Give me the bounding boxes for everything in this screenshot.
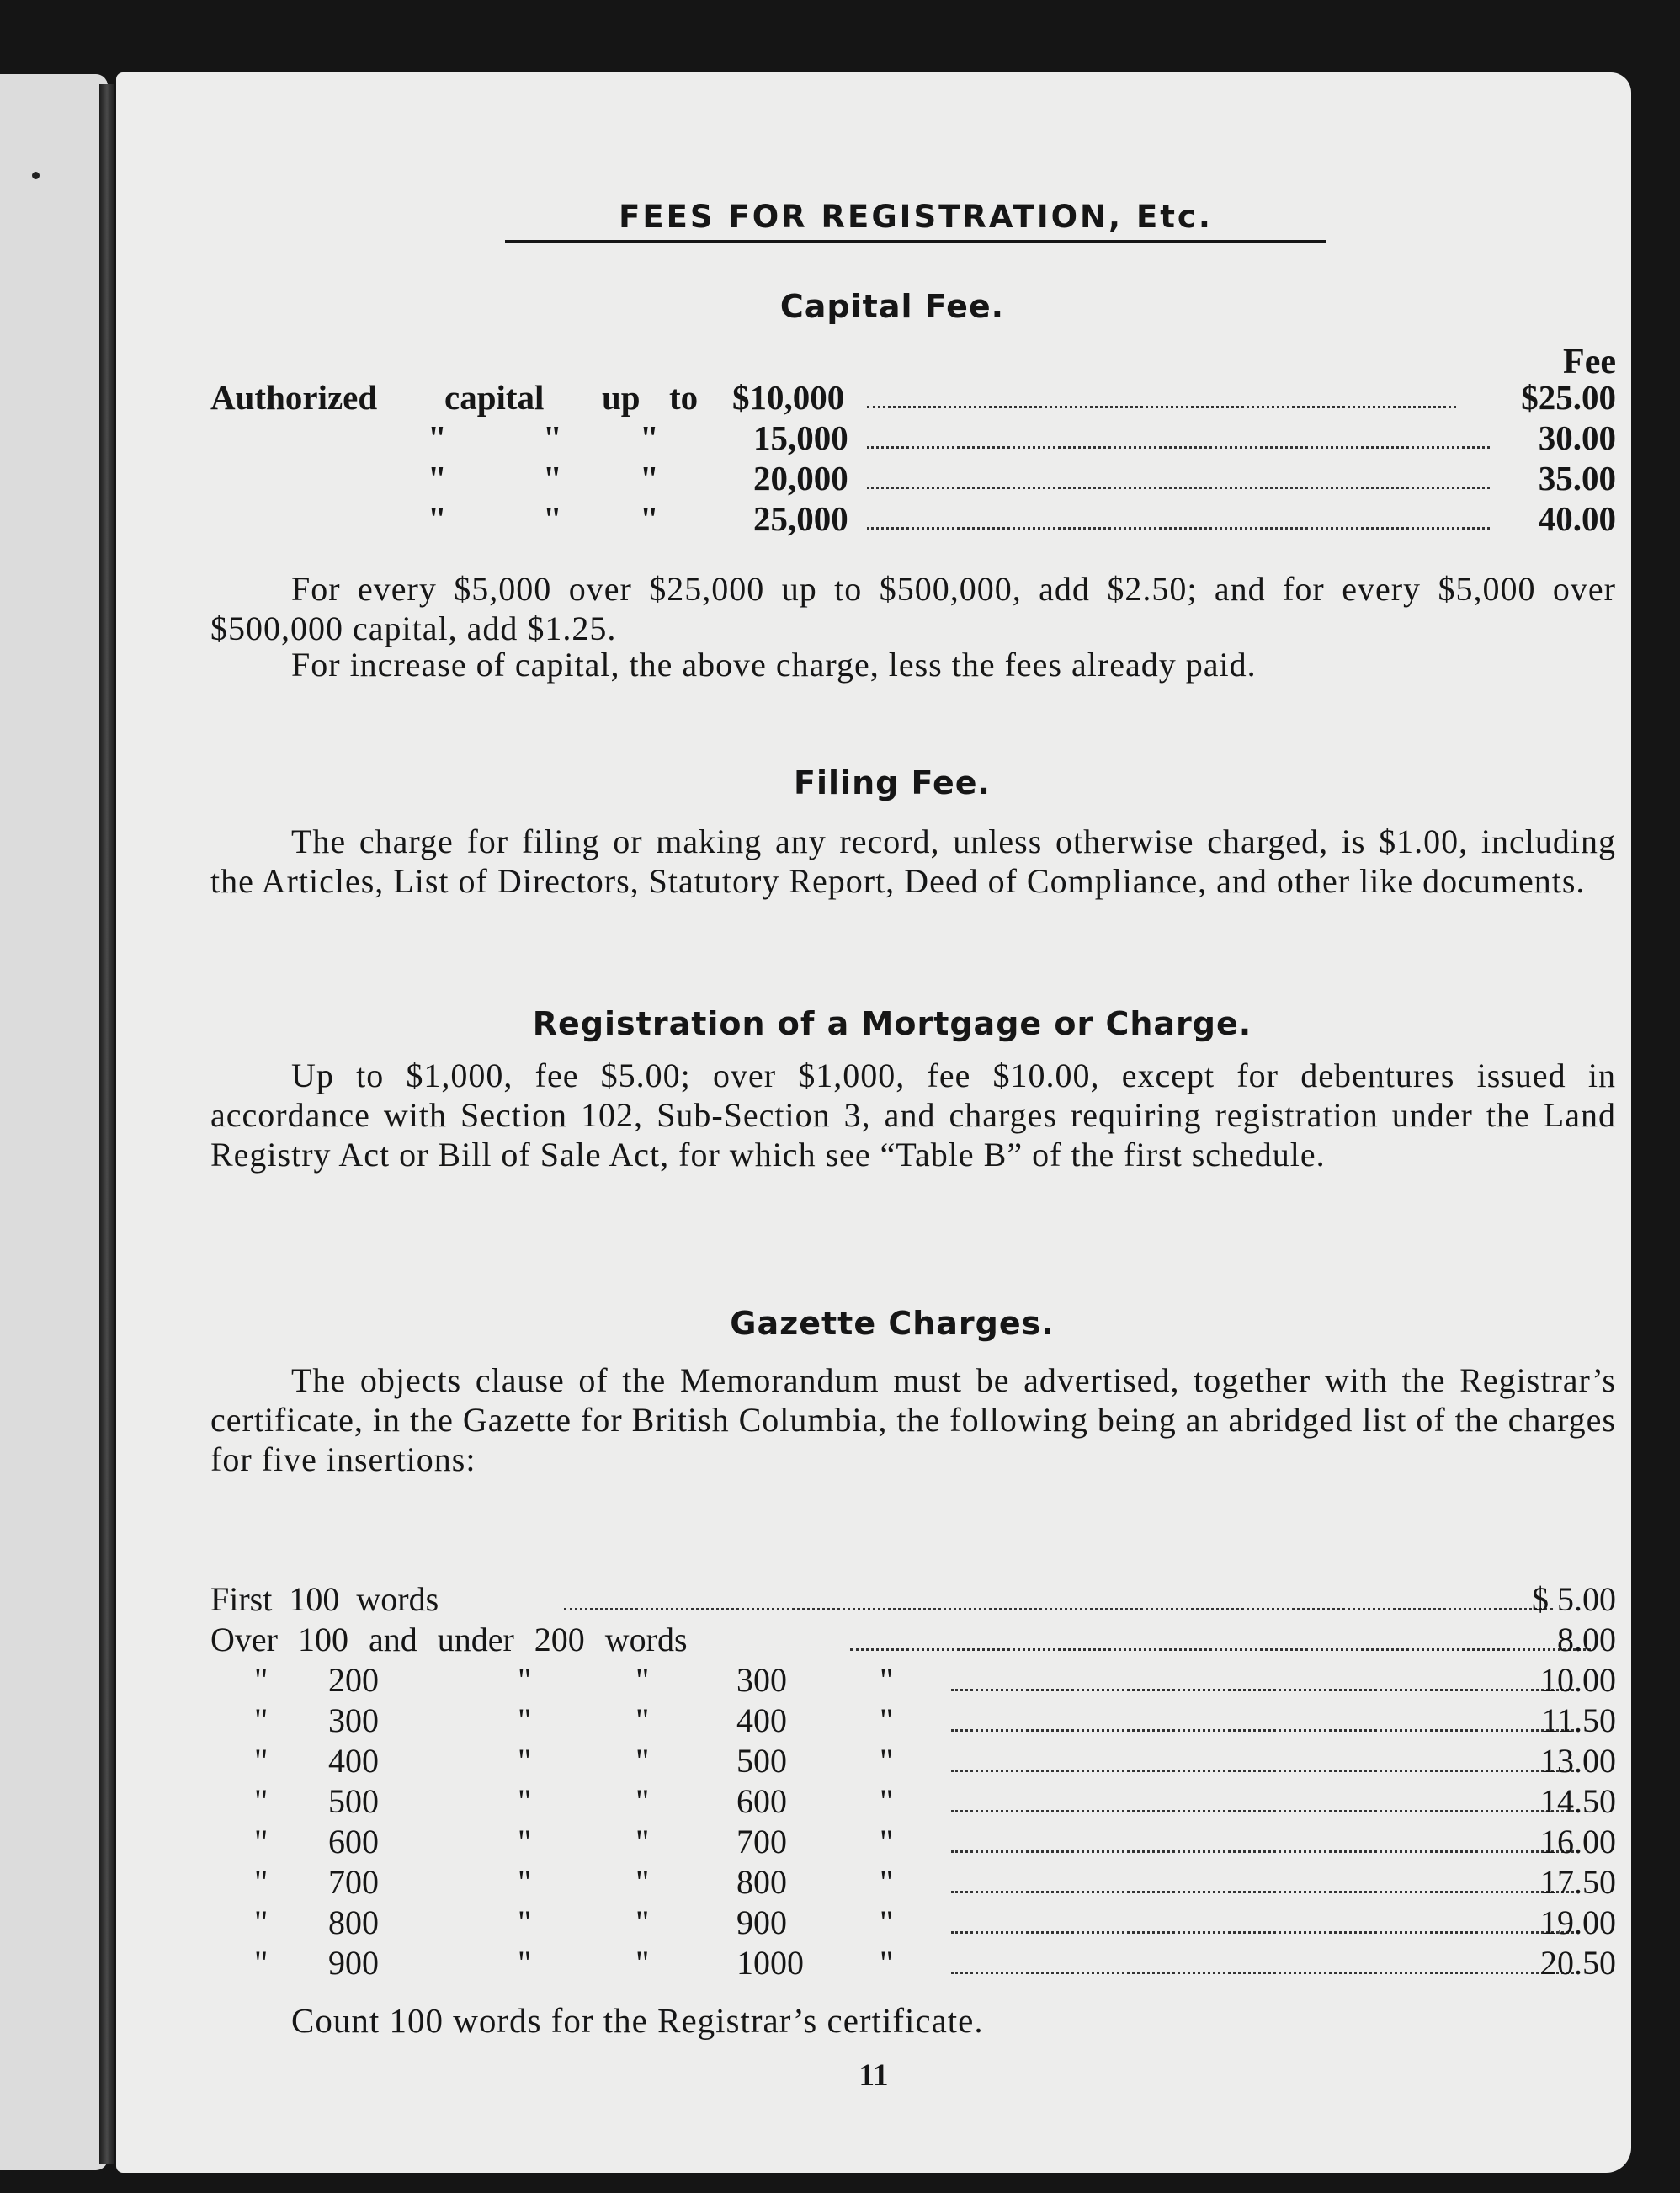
capital-row-c3: " — [543, 418, 562, 457]
capital-row-amount: 25,000 — [753, 499, 848, 538]
capital-row-fee: 35.00 — [1538, 459, 1616, 498]
capital-row-amount: $10,000 — [732, 378, 845, 417]
capital-row-amount: 15,000 — [753, 418, 848, 457]
page-number: 11 — [859, 2058, 889, 2093]
gazette-row-to: 900 — [736, 1903, 787, 1941]
gazette-row — [210, 1822, 1616, 1862]
capital-row-c2: " — [428, 499, 447, 538]
gazette-row-q4: " — [880, 1863, 894, 1901]
dot-leader — [951, 1689, 1574, 1691]
capital-row-c3: " — [543, 459, 562, 498]
dot-leader — [951, 1891, 1574, 1893]
gazette-row-to: 600 — [736, 1782, 787, 1820]
gazette-row-q3: " — [635, 1661, 650, 1699]
gazette-row-fee: 17.50 — [1540, 1863, 1616, 1901]
gazette-row-q1: " — [254, 1661, 268, 1699]
dot-leader — [867, 527, 1490, 530]
gazette-row-fee: 10.00 — [1540, 1661, 1616, 1699]
dot-leader — [867, 406, 1456, 408]
capital-row-c4: " — [640, 499, 659, 538]
gazette-row-q3: " — [635, 1903, 650, 1941]
capital-paragraph: For every $5,000 over $25,000 up to $500,000, add $2.50; and for every $5,000 over $500,000 capital, add $1.25. — [210, 570, 1616, 647]
gazette-row-q4: " — [880, 1944, 894, 1982]
gazette-row-from: 900 — [328, 1944, 379, 1982]
gazette-row-label: First 100 words — [210, 1580, 439, 1618]
gazette-row-q3: " — [635, 1701, 650, 1739]
gazette-row-from: 700 — [328, 1863, 379, 1901]
gazette-row — [210, 1741, 1616, 1781]
gazette-row-q3: " — [635, 1823, 650, 1860]
dot-leader — [850, 1648, 1591, 1651]
gazette-row-fee: 20.50 — [1540, 1944, 1616, 1982]
capital-row — [210, 418, 1616, 458]
gazette-row-to: 1000 — [736, 1944, 804, 1982]
gazette-row — [210, 1862, 1616, 1903]
gazette-row-q4: " — [880, 1823, 894, 1860]
gazette-row-q1: " — [254, 1823, 268, 1860]
capital-row-fee: 40.00 — [1538, 499, 1616, 538]
gazette-row-q4: " — [880, 1782, 894, 1820]
gazette-row — [210, 1781, 1616, 1822]
capital-row-c4: " — [640, 418, 659, 457]
gazette-row-q2: " — [518, 1742, 532, 1780]
capital-row-c2: capital — [444, 378, 545, 417]
gazette-row-to: 400 — [736, 1701, 787, 1739]
document-page — [116, 72, 1631, 2173]
dot-leader — [951, 1972, 1574, 1974]
page-title: FEES FOR REGISTRATION, Etc. — [505, 199, 1326, 243]
gazette-row-to: 300 — [736, 1661, 787, 1699]
capital-fee-heading: Capital Fee. — [779, 288, 1005, 325]
gazette-heading: Gazette Charges. — [730, 1305, 1055, 1342]
capital-increase-paragraph: For increase of capital, the above charge, less the fees already paid. — [291, 646, 1257, 684]
gazette-row-from: 500 — [328, 1782, 379, 1820]
gazette-row-from: 200 — [328, 1661, 379, 1699]
dot-leader — [564, 1608, 1553, 1610]
gazette-row-q2: " — [518, 1944, 532, 1982]
gazette-row — [210, 1943, 1616, 1983]
gazette-row-fee: 16.00 — [1540, 1823, 1616, 1860]
capital-row-c2: " — [428, 418, 447, 457]
gazette-row-q1: " — [254, 1944, 268, 1982]
gazette-row-q1: " — [254, 1903, 268, 1941]
gazette-row-to: 800 — [736, 1863, 787, 1901]
gazette-row-q2: " — [518, 1661, 532, 1699]
capital-row-c3: " — [543, 499, 562, 538]
gazette-row — [210, 1620, 1616, 1660]
capital-row — [210, 377, 1616, 418]
gazette-row-q2: " — [518, 1782, 532, 1820]
gazette-row-q4: " — [880, 1661, 894, 1699]
capital-row — [210, 458, 1616, 498]
gazette-row-q4: " — [880, 1701, 894, 1739]
gazette-row-q1: " — [254, 1701, 268, 1739]
book-spine — [99, 84, 114, 2164]
gazette-row-label: Over 100 and under 200 words — [210, 1621, 688, 1658]
gazette-row-to: 700 — [736, 1823, 787, 1860]
gazette-row — [210, 1579, 1616, 1620]
dot-leader — [951, 1729, 1574, 1732]
gazette-row-from: 400 — [328, 1742, 379, 1780]
gazette-row-from: 800 — [328, 1903, 379, 1941]
gazette-row-from: 600 — [328, 1823, 379, 1860]
capital-row-c2: " — [428, 459, 447, 498]
gazette-row-q2: " — [518, 1701, 532, 1739]
gazette-row-q4: " — [880, 1903, 894, 1941]
gazette-row-q2: " — [518, 1863, 532, 1901]
gazette-row-fee: $ 5.00 — [1532, 1580, 1616, 1618]
filing-paragraph: The charge for filing or making any record, unless otherwise charged, is $1.00, including the Articles, List of Directors, Statutory Report, Deed of Compliance, and other like documents. — [210, 822, 1616, 900]
gazette-row-q1: " — [254, 1742, 268, 1780]
capital-row-c4: to — [669, 378, 699, 417]
dot-leader — [867, 487, 1490, 489]
gazette-row-q3: " — [635, 1782, 650, 1820]
gazette-row-q3: " — [635, 1944, 650, 1982]
gazette-paragraph: The objects clause of the Memorandum must be advertised, together with the Registrar’s certificate, in the Gazette for British Columbia, the following being an abridged list of the charges for five insertions: — [210, 1361, 1616, 1478]
gazette-row-q3: " — [635, 1742, 650, 1780]
dot-leader — [867, 446, 1490, 449]
capital-row — [210, 498, 1616, 539]
capital-row-fee: 30.00 — [1538, 418, 1616, 457]
gazette-row-q3: " — [635, 1863, 650, 1901]
gazette-footnote: Count 100 words for the Registrar’s certificate. — [291, 2001, 984, 2040]
gazette-row-q1: " — [254, 1863, 268, 1901]
dot-leader — [951, 1850, 1574, 1853]
dot-leader — [951, 1810, 1574, 1812]
gazette-row-fee: 8.00 — [1557, 1621, 1616, 1658]
capital-row-c1: Authorized — [210, 378, 378, 417]
gazette-row-q4: " — [880, 1742, 894, 1780]
capital-row-fee: $25.00 — [1521, 378, 1616, 417]
gazette-row — [210, 1903, 1616, 1943]
capital-row-c3: up — [602, 378, 641, 417]
gazette-row-fee: 14.50 — [1540, 1782, 1616, 1820]
capital-row-amount: 20,000 — [753, 459, 848, 498]
dot-leader — [951, 1770, 1574, 1772]
gazette-row — [210, 1701, 1616, 1741]
facing-page-edge — [0, 74, 108, 2170]
gazette-row-q2: " — [518, 1903, 532, 1941]
fee-column-header: Fee — [1563, 343, 1616, 381]
gazette-row-fee: 11.50 — [1541, 1701, 1616, 1739]
gazette-row-from: 300 — [328, 1701, 379, 1739]
mortgage-heading: Registration of a Mortgage or Charge. — [532, 1005, 1252, 1042]
gazette-row-q2: " — [518, 1823, 532, 1860]
gazette-row-q1: " — [254, 1782, 268, 1820]
capital-row-c4: " — [640, 459, 659, 498]
gazette-row-fee: 13.00 — [1540, 1742, 1616, 1780]
mortgage-paragraph: Up to $1,000, fee $5.00; over $1,000, fee $10.00, except for debentures issued in accordance with Section 102, Sub-Section 3, and charges requiring registration under the Land Registry Act or Bill of Sale Act, for which see “Table B” of the first schedule. — [210, 1057, 1616, 1174]
gazette-row — [210, 1660, 1616, 1701]
dot-leader — [951, 1931, 1574, 1934]
margin-mark — [32, 172, 40, 179]
filing-fee-heading: Filing Fee. — [794, 764, 991, 801]
gazette-row-to: 500 — [736, 1742, 787, 1780]
gazette-row-fee: 19.00 — [1540, 1903, 1616, 1941]
